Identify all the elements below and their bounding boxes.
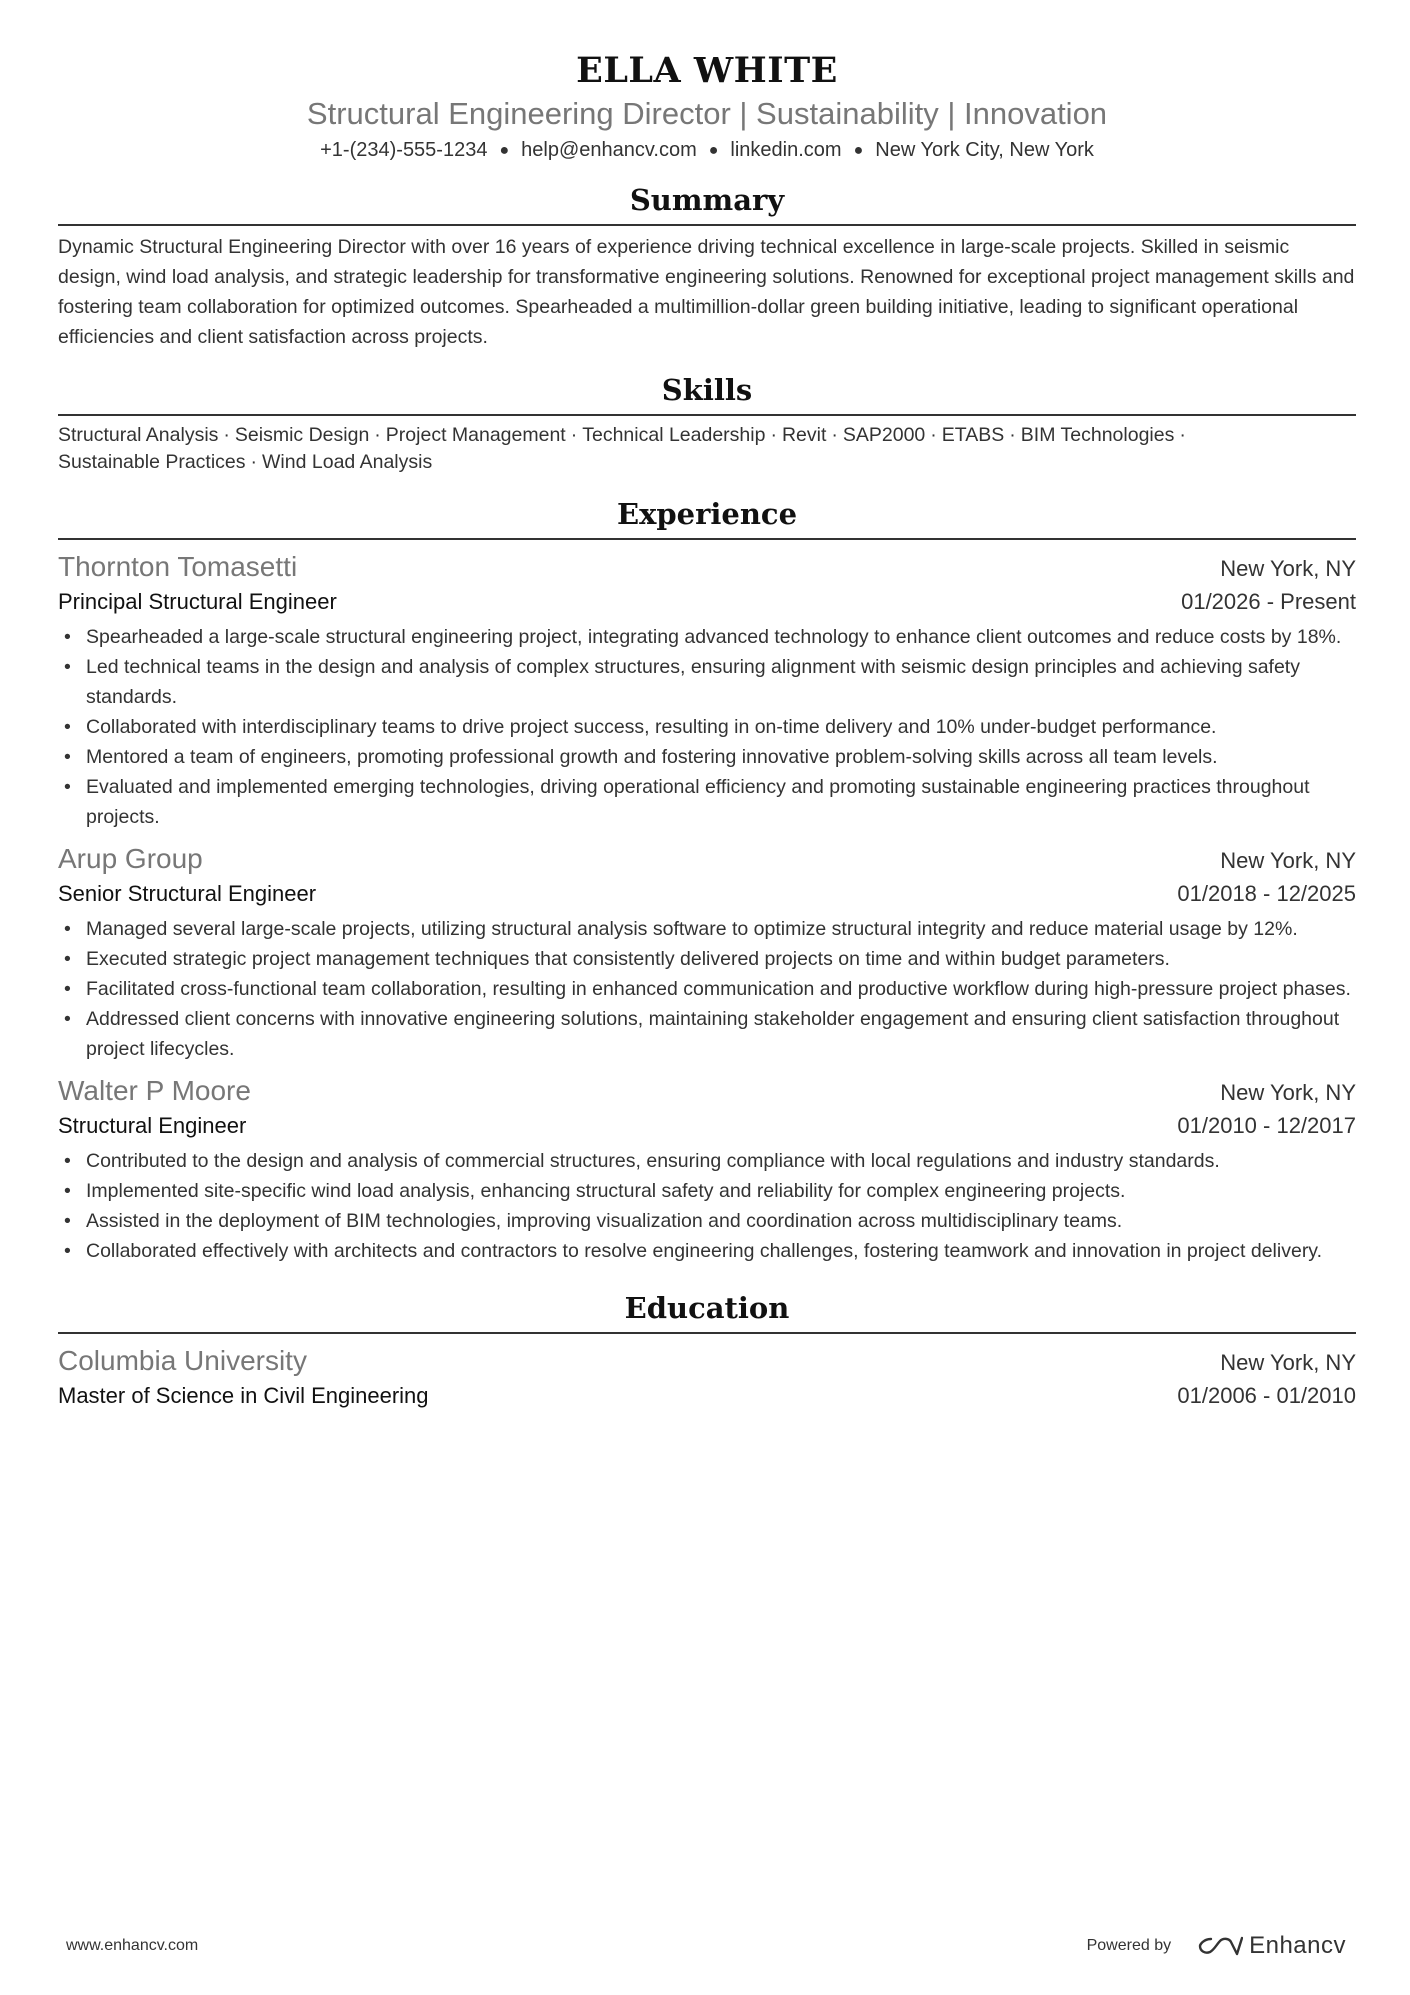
job-location: New York, NY [1220, 848, 1356, 873]
skill-item: Wind Load Analysis [262, 451, 433, 473]
skill-separator: · [831, 424, 838, 446]
candidate-headline: Structural Engineering Director | Sustainability | Innovation [306, 96, 1108, 131]
education-header-row [58, 1342, 1356, 1380]
skill-item: BIM Technologies [1020, 424, 1175, 446]
skill-item: Technical Leadership [582, 424, 766, 446]
brand-name: Enhancv [1249, 1932, 1346, 1959]
skill-separator: · [1009, 424, 1016, 446]
experience-section-title: Experience [58, 494, 1356, 540]
skills-section-title: Skills [58, 370, 1356, 416]
footer-website-link[interactable]: www.enhancv.com [66, 1937, 199, 1954]
contact-line [58, 136, 1356, 166]
experience-entry [58, 840, 1356, 1064]
job-title: Structural Engineer [58, 1113, 247, 1138]
achievement-item: • Collaborated effectively with architects and contractors to resolve engineering challenges, fostering teamwork and innovation in project delivery. [58, 1236, 1356, 1266]
job-title: Senior Structural Engineer [58, 881, 317, 906]
education-dates: 01/2006 - 01/2010 [1177, 1383, 1356, 1408]
achievement-item: • Implemented site-specific wind load analysis, enhancing structural safety and reliability for complex engineering projects. [58, 1176, 1356, 1206]
job-location: New York, NY [1220, 1080, 1356, 1105]
achievement-item: • Spearheaded a large-scale structural engineering project, integrating advanced technology to enhance client outcomes and reduce costs by 18%. [58, 622, 1356, 652]
skill-separator: · [770, 424, 777, 446]
skill-item: Project Management [385, 424, 566, 446]
summary-section-title: Summary [58, 180, 1356, 226]
company-name: Walter P Moore [58, 1075, 251, 1106]
school-location: New York, NY [1220, 1350, 1356, 1375]
experience-entry [58, 548, 1356, 832]
achievement-item: • Contributed to the design and analysis of commercial structures, ensuring compliance with local regulations and industry standards. [58, 1146, 1356, 1176]
achievement-list [58, 1146, 1356, 1266]
achievement-item: • Led technical teams in the design and analysis of complex structures, ensuring alignment with seismic design principles and achieving safety standards. [58, 652, 1356, 712]
enhancv-logo [1197, 1932, 1346, 1960]
skill-item: Structural Analysis [58, 424, 219, 446]
powered-by-label: Powered by [1086, 1937, 1172, 1954]
experience-header-row [58, 1072, 1356, 1110]
achievement-item: • Assisted in the deployment of BIM technologies, improving visualization and coordination across multidisciplinary teams. [58, 1206, 1356, 1236]
separator-dot-icon: ● [499, 142, 510, 159]
company-name: Arup Group [58, 843, 203, 874]
skill-item: Revit [781, 424, 827, 446]
degree-name: Master of Science in Civil Engineering [58, 1383, 429, 1408]
experience-role-row [58, 1110, 1356, 1142]
page-footer [66, 1932, 1346, 1960]
achievement-list [58, 914, 1356, 1064]
skill-separator: · [1179, 424, 1186, 446]
experience-role-row [58, 586, 1356, 618]
summary-text: Dynamic Structural Engineering Director with over 16 years of experience driving technical excellence in large-scale projects. Skilled in seismic design, wind load analysis, and strategic leadership for transformative engineering solutions. Renowned for exceptional project management skills and fostering team collaboration for optimized outcomes. Spearheaded a multimillion-dollar green building initiative, leading to significant operational efficiencies and client satisfaction across projects. [58, 236, 1355, 348]
candidate-name: ELLA WHITE [576, 50, 838, 91]
achievement-item: • Executed strategic project management techniques that consistently delivered projects on time and within budget parameters. [58, 944, 1356, 974]
job-title: Principal Structural Engineer [58, 589, 337, 614]
skill-item: Sustainable Practices [58, 451, 246, 473]
job-dates: 01/2018 - 12/2025 [1177, 881, 1356, 906]
contact-location: New York City, New York [875, 139, 1094, 161]
experience-entry [58, 1072, 1356, 1266]
skill-item: Seismic Design [234, 424, 370, 446]
achievement-item: • Facilitated cross-functional team collaboration, resulting in enhanced communication and productive workflow during high-pressure project phases. [58, 974, 1356, 1004]
achievement-item: • Addressed client concerns with innovative engineering solutions, maintaining stakeholder engagement and ensuring client satisfaction throughout project lifecycles. [58, 1004, 1356, 1064]
job-dates: 01/2026 - Present [1181, 589, 1356, 614]
education-degree-row [58, 1380, 1356, 1412]
contact-phone[interactable]: +1-(234)-555-1234 [320, 139, 488, 161]
job-dates: 01/2010 - 12/2017 [1177, 1113, 1356, 1138]
powered-by-badge[interactable] [1087, 1932, 1346, 1960]
separator-dot-icon: ● [853, 142, 864, 159]
contact-email[interactable]: help@enhancv.com [521, 139, 697, 161]
skill-item: SAP2000 [842, 424, 926, 446]
skill-separator: · [930, 424, 937, 446]
resume-content [58, 48, 1356, 1412]
skill-separator: · [374, 424, 381, 446]
skill-item: ETABS [941, 424, 1005, 446]
company-name: Thornton Tomasetti [58, 551, 298, 582]
separator-dot-icon: ● [708, 142, 719, 159]
achievement-item: • Mentored a team of engineers, promoting professional growth and fostering innovative problem-solving skills across all team levels. [58, 742, 1356, 772]
achievement-item: • Managed several large-scale projects, utilizing structural analysis software to optimize structural integrity and reduce material usage by 12%. [58, 914, 1356, 944]
achievement-list [58, 622, 1356, 832]
experience-role-row [58, 878, 1356, 910]
skill-separator: · [250, 451, 258, 473]
education-entry [58, 1342, 1356, 1412]
achievement-item: • Collaborated with interdisciplinary teams to drive project success, resulting in on-time delivery and 10% under-budget performance. [58, 712, 1356, 742]
achievement-item: • Evaluated and implemented emerging technologies, driving operational efficiency and promoting sustainable engineering practices throughout projects. [58, 772, 1356, 832]
skill-separator: · [223, 424, 230, 446]
enhancv-logo-icon [1197, 1934, 1243, 1958]
experience-header-row [58, 840, 1356, 878]
skill-separator: · [570, 424, 578, 446]
experience-header-row [58, 548, 1356, 586]
school-name: Columbia University [58, 1345, 307, 1376]
skills-list [58, 422, 1356, 476]
job-location: New York, NY [1220, 556, 1356, 581]
contact-linkedin[interactable]: linkedin.com [730, 139, 842, 161]
education-section-title: Education [58, 1288, 1356, 1334]
